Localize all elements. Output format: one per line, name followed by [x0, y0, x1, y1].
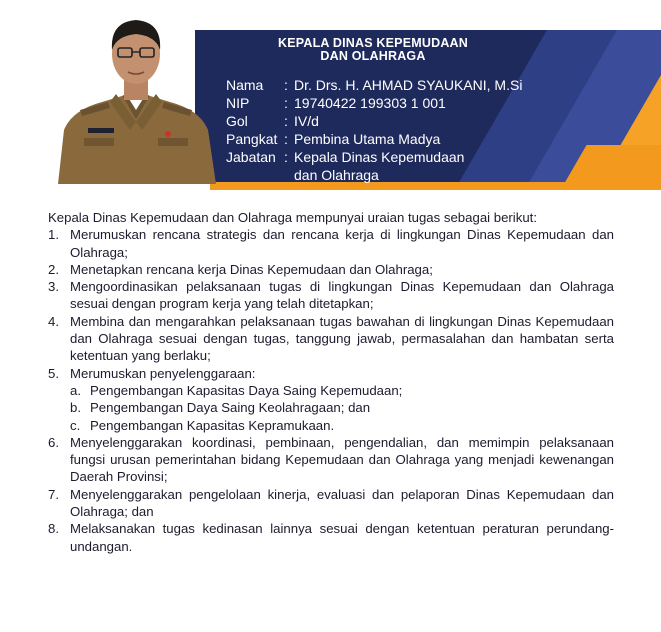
list-text: Membina dan mengarahkan pelaksanaan tugas bawahan di lingkungan Dinas Kepemudaan dan Olahraga sesuai dengan tugas, tanggung jawab, permasalahan dan hambatan serta ketentuan yang berlaku;	[70, 313, 614, 364]
list-text: Menetapkan rencana kerja Dinas Kepemudaan dan Olahraga;	[70, 261, 433, 277]
sub-list-letter: b.	[70, 400, 81, 416]
sub-list-item	[48, 417, 614, 434]
info-label: Gol	[226, 113, 248, 129]
info-separator: :	[284, 95, 288, 111]
info-label: Nama	[226, 77, 264, 93]
info-value-name: Dr. Drs. H. AHMAD SYAUKANI, M.Si	[294, 77, 523, 93]
official-portrait	[50, 10, 222, 184]
list-number: 2.	[48, 261, 59, 277]
list-number: 3.	[48, 279, 59, 295]
duties-intro: Kepala Dinas Kepemudaan dan Olahraga mempunyai uraian tugas sebagai berikut:	[48, 210, 537, 225]
list-text: Menyelenggarakan koordinasi, pembinaan, pengendalian, dan memimpin pelaksanaan fungsi urusan pemerintahan bidang Kepemudaan dan Olahraga yang menjadi kewenangan Daerah Provinsi;	[70, 434, 614, 485]
title-line-1: KEPALA DINAS KEPEMUDAAN	[277, 36, 469, 50]
list-text: Menyelenggarakan pengelolaan kinerja, evaluasi dan pelaporan Dinas Kepemudaan dan Olahraga; dan	[70, 486, 614, 520]
sub-list-letter: a.	[70, 382, 81, 398]
list-number: 8.	[48, 521, 59, 537]
position-title	[195, 37, 551, 63]
info-row-pangkat	[226, 130, 522, 148]
info-separator: :	[284, 149, 288, 165]
info-label: Jabatan	[226, 149, 276, 165]
list-item	[48, 520, 614, 555]
sub-list-letter: c.	[70, 417, 81, 433]
duties-content	[48, 209, 614, 555]
list-item	[48, 313, 614, 365]
sub-list-text: Pengembangan Daya Saing Keolahragaan; dan	[90, 400, 371, 416]
profile-header	[0, 0, 661, 190]
sub-list-text: Pengembangan Kapasitas Kepramukaan.	[90, 417, 335, 433]
info-row-jabatan	[226, 148, 522, 166]
info-row-nama	[226, 76, 522, 94]
list-item	[48, 226, 614, 261]
list-item	[48, 434, 614, 486]
list-text: Melaksanakan tugas kedinasan lainnya sesuai dengan ketentuan peraturan perundang-undangan.	[70, 521, 614, 554]
list-number: 4.	[48, 313, 59, 329]
list-item	[48, 365, 614, 382]
info-separator: :	[284, 77, 288, 93]
list-number: 1.	[48, 227, 59, 243]
sub-list-item	[48, 399, 614, 416]
list-text: Mengoordinasikan pelaksanaan tugas di lingkungan Dinas Kepemudaan dan Olahraga sesuai dengan program kerja yang telah ditetapkan;	[70, 279, 614, 312]
info-row-nip	[226, 94, 522, 112]
info-value-pangkat: Pembina Utama Madya	[294, 131, 441, 147]
sub-list-item	[48, 382, 614, 399]
official-info	[226, 76, 522, 184]
sub-list-text: Pengembangan Kapasitas Daya Saing Kepemudaan;	[90, 382, 403, 398]
info-label: Pangkat	[226, 131, 278, 147]
list-number: 7.	[48, 486, 59, 502]
info-separator: :	[284, 113, 288, 129]
list-number: 5.	[48, 365, 59, 381]
info-separator: :	[284, 131, 288, 147]
list-number: 6.	[48, 434, 59, 450]
info-value-gol: IV/d	[294, 113, 319, 129]
list-item	[48, 278, 614, 313]
title-line-2: DAN OLAHRAGA	[320, 49, 426, 63]
list-item	[48, 486, 614, 521]
info-row-gol	[226, 112, 522, 130]
list-text: Merumuskan rencana strategis dan rencana kerja di lingkungan Dinas Kepemudaan dan Olahraga;	[70, 227, 614, 260]
list-text: Merumuskan penyelenggaraan:	[70, 365, 256, 381]
info-value-jabatan-cont: dan Olahraga	[294, 167, 379, 183]
info-value-nip: 19740422 199303 1 001	[294, 95, 446, 111]
list-item	[48, 261, 614, 278]
info-value-jabatan: Kepala Dinas Kepemudaan	[294, 149, 465, 165]
info-label: NIP	[226, 95, 250, 111]
